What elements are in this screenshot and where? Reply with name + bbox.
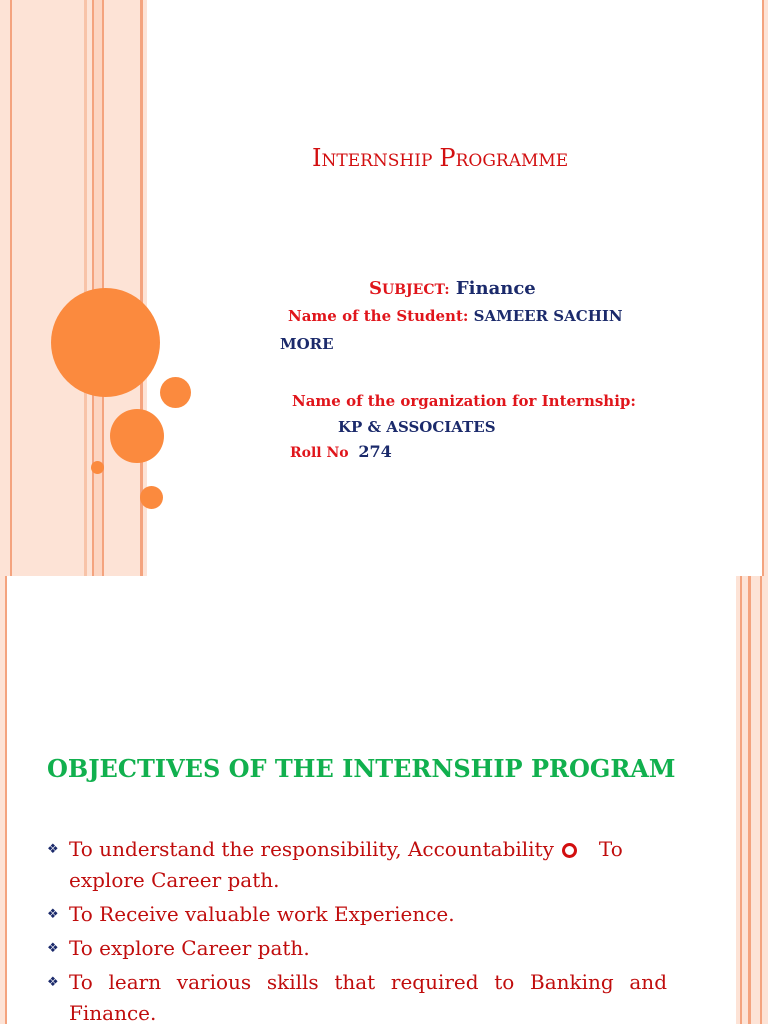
organization-label: Name of the organization for Internship: [292,392,636,410]
objectives-list [47,834,667,1024]
diamond-bullet-icon: ❖ [47,941,59,956]
student-line [288,307,623,325]
diamond-bullet-icon: ❖ [47,907,59,922]
diamond-bullet-icon: ❖ [47,975,59,990]
decorative-circle-dot [91,461,104,474]
slide-objectives [0,576,768,1024]
subject-line: SUBJECT: Finance [369,278,536,299]
decorative-stripe [5,576,7,1024]
student-value: SAMEER SACHIN [473,307,623,325]
objectives-heading: OBJECTIVES OF THE INTERNSHIP PROGRAM [47,754,676,783]
decorative-circle-large [51,288,160,397]
student-label: Name of the Student: [288,307,469,325]
list-item: ❖ To Receive valuable work Experience. [47,899,667,930]
decorative-stripe [12,0,84,576]
list-item: ❖ To learn various skills that required to Banking and Finance. [47,967,667,1024]
student-value-continued: MORE [280,335,334,353]
subject-value: Finance [455,278,536,299]
decorative-stripe [0,0,10,576]
decorative-stripe [751,576,760,1024]
list-item: ❖ To explore Career path. [47,933,667,964]
roll-label: Roll No [290,445,349,461]
slide-title-heading: INTERNSHIP PROGRAMME [312,144,569,172]
decorative-circle-small [160,377,191,408]
roll-number-line [290,442,392,461]
decorative-circle-medium [110,409,164,463]
decorative-stripe [764,0,768,576]
ring-bullet-icon [562,843,577,858]
diamond-bullet-icon: ❖ [47,842,59,857]
organization-value: KP & ASSOCIATES [338,418,496,436]
decorative-circle-small [140,486,163,509]
decorative-stripe [762,576,768,1024]
roll-value: 274 [358,442,392,461]
list-item: ❖ To understand the responsibility, Accountability To explore Career path. [47,834,667,896]
